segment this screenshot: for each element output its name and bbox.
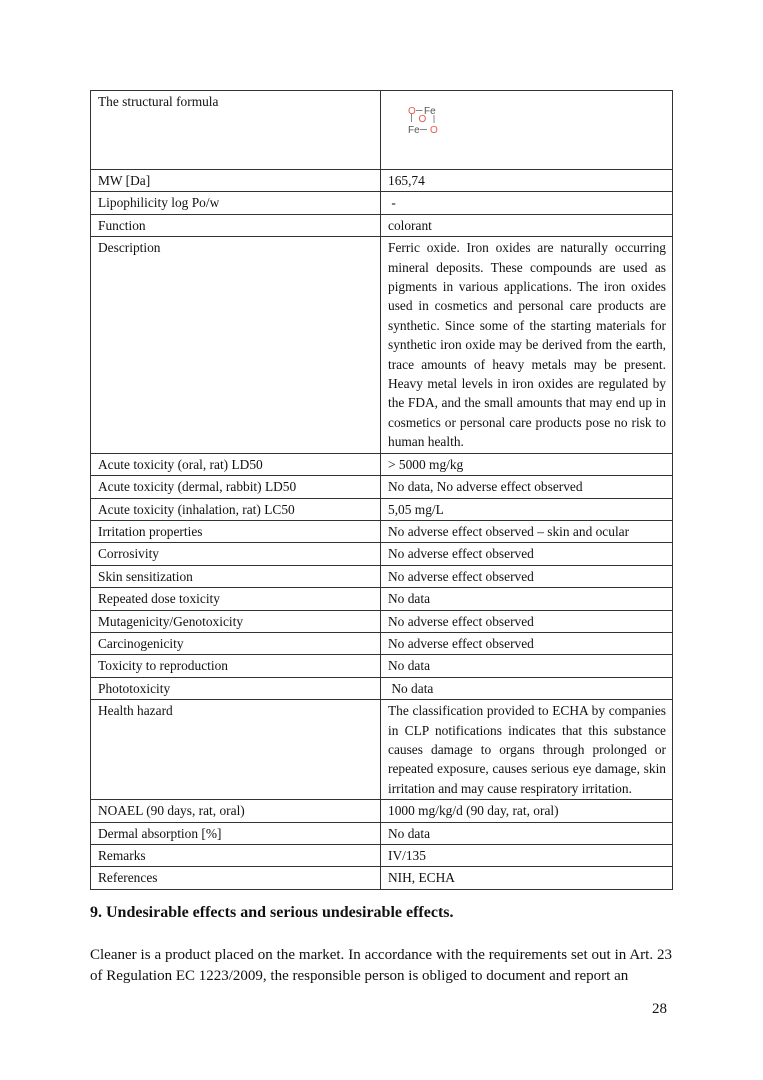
row-value: > 5000 mg/kg — [381, 453, 673, 475]
row-value: No data — [381, 655, 673, 677]
table-row — [91, 822, 673, 844]
row-value: No data, No adverse effect observed — [381, 476, 673, 498]
row-label: Acute toxicity (dermal, rabbit) LD50 — [91, 476, 381, 498]
table-row — [91, 845, 673, 867]
iron-atom-label: Fe — [408, 125, 420, 136]
table-row — [91, 192, 673, 214]
table-row — [91, 867, 673, 889]
row-label: MW [Da] — [91, 170, 381, 192]
table-row — [91, 476, 673, 498]
structural-formula-cell — [381, 91, 673, 170]
oxygen-atom-label: O — [418, 114, 427, 125]
row-label: Repeated dose toxicity — [91, 588, 381, 610]
table-row — [91, 700, 673, 800]
row-label: Toxicity to reproduction — [91, 655, 381, 677]
row-label: Phototoxicity — [91, 677, 381, 699]
row-value: The classification provided to ECHA by companies in CLP notifications indicates that this substance causes damage to organs through prolonged or repeated exposure, causes serious eye damage, skin irritation and may cause respiratory irritation. — [381, 700, 673, 800]
table-row — [91, 170, 673, 192]
oxygen-atom-label: O — [408, 106, 416, 117]
row-label: NOAEL (90 days, rat, oral) — [91, 800, 381, 822]
row-label: Mutagenicity/Genotoxicity — [91, 610, 381, 632]
page-number: 28 — [652, 1001, 667, 1017]
section-heading: 9. Undesirable effects and serious undesirable effects. — [90, 904, 454, 921]
table-row-structural-formula — [91, 91, 673, 170]
table-row — [91, 520, 673, 542]
row-value: No data — [381, 822, 673, 844]
table-row — [91, 237, 673, 453]
row-value: No adverse effect observed — [381, 565, 673, 587]
row-value: No adverse effect observed — [381, 632, 673, 654]
table-row — [91, 214, 673, 236]
row-value: No data — [381, 677, 673, 699]
row-label: Acute toxicity (inhalation, rat) LC50 — [91, 498, 381, 520]
table-row — [91, 655, 673, 677]
row-value: colorant — [381, 214, 673, 236]
oxygen-atom-label: O — [430, 125, 438, 136]
row-label: The structural formula — [91, 91, 381, 170]
row-label: Irritation properties — [91, 520, 381, 542]
row-label: Acute toxicity (oral, rat) LD50 — [91, 453, 381, 475]
row-value: No adverse effect observed – skin and ocular — [381, 520, 673, 542]
row-label: Description — [91, 237, 381, 453]
row-value: NIH, ECHA — [381, 867, 673, 889]
row-label: Health hazard — [91, 700, 381, 800]
row-label: Skin sensitization — [91, 565, 381, 587]
table-row — [91, 677, 673, 699]
row-value: No data — [381, 588, 673, 610]
iron-oxide-structure-diagram — [408, 103, 448, 137]
row-value: Ferric oxide. Iron oxides are naturally occurring mineral deposits. These compounds are used as pigments in various applications. The iron oxides used in cosmetics and personal care products are synthetic. Since some of the starting materials for synthetic iron oxide may be derived from the earth, trace amounts of heavy metals may be present. Heavy metal levels in iron oxides are regulated by the FDA, and the small amounts that may end up in cosmetics or personal care products pose no risk to human health. — [381, 237, 673, 453]
row-label: Carcinogenicity — [91, 632, 381, 654]
row-label: Lipophilicity log Po/w — [91, 192, 381, 214]
table-row — [91, 588, 673, 610]
table-row — [91, 632, 673, 654]
iron-atom-label: Fe — [424, 106, 436, 117]
table-row — [91, 610, 673, 632]
row-label: Corrosivity — [91, 543, 381, 565]
table-row — [91, 498, 673, 520]
table-row — [91, 453, 673, 475]
row-value: No adverse effect observed — [381, 610, 673, 632]
row-value: 5,05 mg/L — [381, 498, 673, 520]
row-label: Dermal absorption [%] — [91, 822, 381, 844]
row-value: 165,74 — [381, 170, 673, 192]
row-value: - — [381, 192, 673, 214]
row-label: Remarks — [91, 845, 381, 867]
table-row — [91, 543, 673, 565]
table-row — [91, 565, 673, 587]
row-label: References — [91, 867, 381, 889]
row-value: 1000 mg/kg/d (90 day, rat, oral) — [381, 800, 673, 822]
ingredient-properties-table — [90, 90, 673, 890]
row-value: No adverse effect observed — [381, 543, 673, 565]
row-value: IV/135 — [381, 845, 673, 867]
section-paragraph: Cleaner is a product placed on the market. In accordance with the requirements set out in Art. 23 of Regulation EC 1223/2009, the responsible person is obliged to document and report an — [90, 947, 672, 984]
row-label: Function — [91, 214, 381, 236]
table-row — [91, 800, 673, 822]
